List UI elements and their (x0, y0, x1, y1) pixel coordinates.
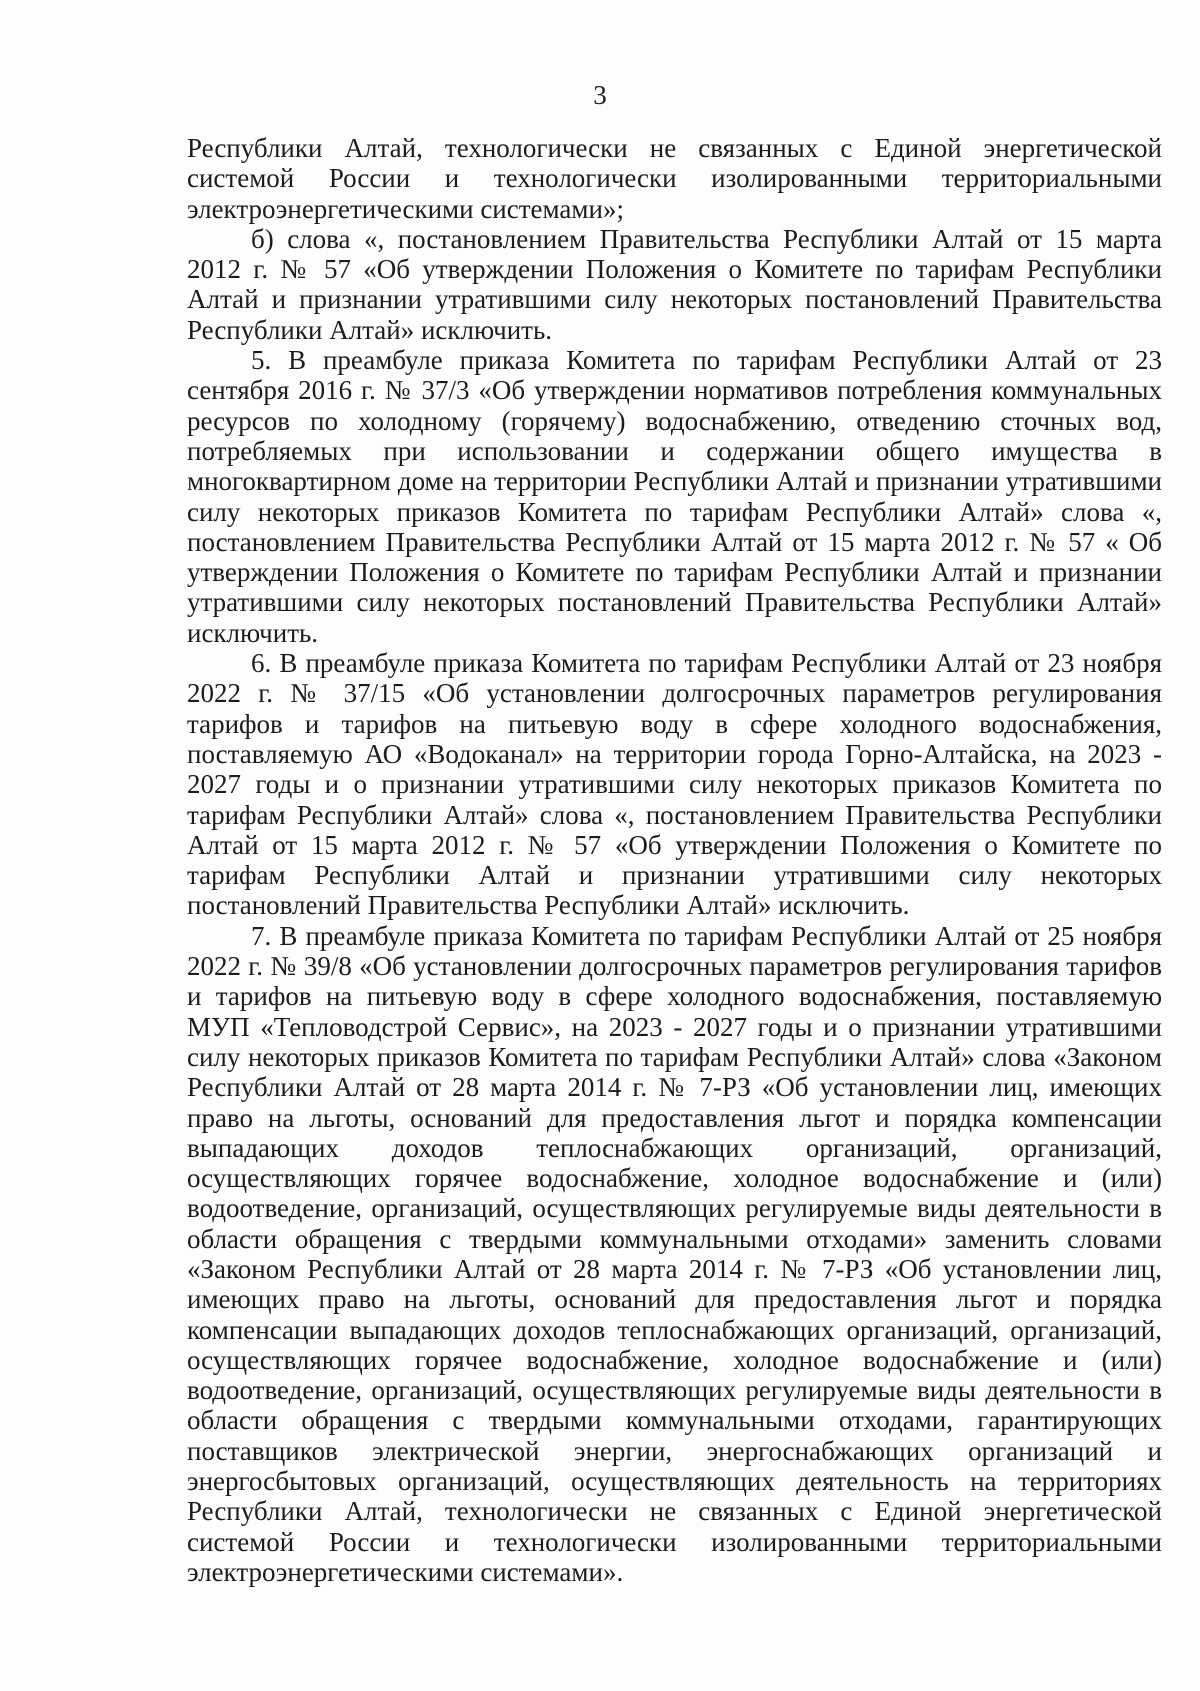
paragraph-item-7: 7. В преамбуле приказа Комитета по тарифам Республики Алтай от 25 ноября 2022 г. № 39/8 «Об установлении долгосрочных параметров регулирования тарифов и тарифов на питьевую воду в сфере холодного водоснабжения, поставляемую МУП «Тепловодстрой Сервис», на 2023 - 2027 годы и о признании утратившими силу некоторых приказов Комитета по тарифам Республики Алтай» слова «Законом Республики Алтай от 28 марта 2014 г. № 7-РЗ «Об установлении лиц, имеющих право на льготы, оснований для предоставления льгот и порядка компенсации выпадающих доходов теплоснабжающих организаций, организаций, осуществляющих горячее водоснабжение, холодное водоснабжение и (или) водоотведение, организаций, осуществляющих регулируемые виды деятельности в области обращения с твердыми коммунальными отходами» заменить словами «Законом Республики Алтай от 28 марта 2014 г. № 7-РЗ «Об установлении лиц, имеющих право на льготы, оснований для предоставления льгот и порядка компенсации выпадающих доходов теплоснабжающих организаций, организаций, осуществляющих горячее водоснабжение, холодное водоснабжение и (или) водоотведение, организаций, осуществляющих регулируемые виды деятельности в области обращения с твердыми коммунальными отходами, гарантирующих поставщиков электрической энергии, энергоснабжающих организаций и энергосбытовых организаций, осуществляющих деятельность на территориях Республики Алтай, технологически не связанных с Единой энергетической системой России и технологически изолированными территориальными электроэнергетическими системами». (187, 920, 1162, 1587)
paragraph-item-5: 5. В преамбуле приказа Комитета по тарифам Республики Алтай от 23 сентября 2016 г. № 37/3 «Об утверждении нормативов потребления коммунальных ресурсов по холодному (горячему) водоснабжению, отведению сточных вод, потребляемых при использовании и содержании общего имущества в многоквартирном доме на территории Республики Алтай и признании утратившими силу некоторых приказов Комитета по тарифам Республики Алтай» слова «, постановлением Правительства Республики Алтай от 15 марта 2012 г. № 57 « Об утверждении Положения о Комитете по тарифам Республики Алтай и признании утратившими силу некоторых постановлений Правительства Республики Алтай» исключить. (187, 345, 1162, 648)
paragraph-item-b: б) слова «, постановлением Правительства Республики Алтай от 15 марта 2012 г. № 57 «Об утверждении Положения о Комитете по тарифам Республики Алтай и признании утратившими силу некоторых постановлений Правительства Республики Алтай» исключить. (187, 223, 1162, 345)
paragraph-continuation: Республики Алтай, технологически не связанных с Единой энергетической системой России и технологически изолированными территориальными электроэнергетическими системами»; (187, 133, 1162, 224)
page-number: 3 (593, 80, 607, 110)
document-body (187, 133, 1162, 1587)
paragraph-item-6: 6. В преамбуле приказа Комитета по тарифам Республики Алтай от 23 ноября 2022 г. № 37/15 «Об установлении долгосрочных параметров регулирования тарифов и тарифов на питьевую воду в сфере холодного водоснабжения, поставляемую АО «Водоканал» на территории города Горно-Алтайска, на 2023 - 2027 годы и о признании утратившими силу некоторых приказов Комитета по тарифам Республики Алтай» слова «, постановлением Правительства Республики Алтай от 15 марта 2012 г. № 57 «Об утверждении Положения о Комитете по тарифам Республики Алтай и признании утратившими силу некоторых постановлений Правительства Республики Алтай» исключить. (187, 648, 1162, 921)
